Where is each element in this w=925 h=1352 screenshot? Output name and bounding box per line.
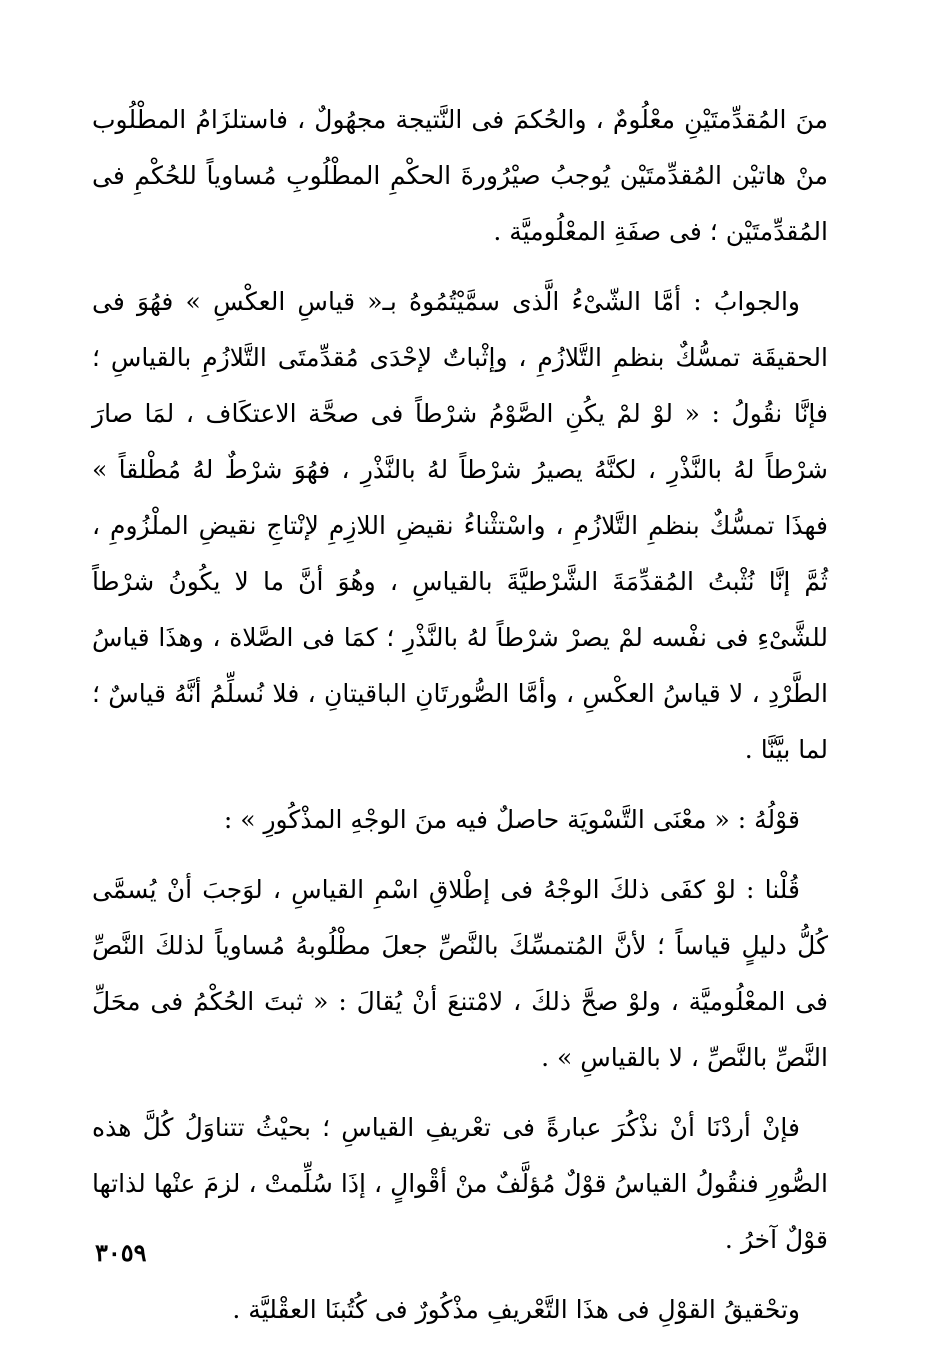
paragraph-closing: وتحْقيقُ القوْلِ فى هذَا التَّعْريفِ مذْكُورٌ فى كُتُبنَا العقْليَّة .: [232, 1295, 800, 1324]
body-text: [92, 92, 828, 1352]
paragraph-definition: فإنْ أردْنَا أنْ نذْكُرَ عبارةً فى تعْريفِ القياسِ ؛ بحيْثُ تتناوَلُ كُلَّ هذه الصُّورِ فنقُولُ القياسُ قوْلٌ مُؤلَّفٌ منْ أقْوالٍ ، إذَا سُلِّمتْ ، لزمَ عنْها لذاتها قوْلٌ آخرُ .: [92, 1113, 828, 1254]
paragraph-reply: قُلْنا : لوْ كفَى ذلكَ الوجْهُ فى إطْلاقِ اسْمِ القياسِ ، لوَجبَ أنْ يُسمَّى كُلُّ دليلٍ قياساً ؛ لأنَّ المُتمسِّكَ بالنَّصِّ جعلَ مطْلُوبهُ مُساوياً لذلكَ النَّصِّ فى المعْلُوميَّة ، ولوْ صحَّ ذلكَ ، لامْتنعَ أنْ يُقالَ : « ثبتَ الحُكْمُ فى محَلِّ النَّصِّ بالنَّصِّ ، لا بالقياسِ » .: [92, 875, 828, 1072]
paragraph-quote: قوْلُهُ : « معْنَى التَّسْويَة حاصلٌ فيه منَ الوجْهِ المذْكُورِ » :: [223, 805, 800, 834]
paragraph-answer: والجوابُ : أمَّا الشّىْءُ الَّذى سمَّيْتُمُوهُ بـ« قياسِ العكْسِ » فهُوَ فى الحقيقَة تمسُّكٌ بنظمِ التَّلازُمِ ، وإثْباتٌ لإحْدَى مُقدِّمتَى التَّلازُمِ بالقياسِ ؛ فإنَّا نقُولُ : « لوْ لمْ يكُنِ الصَّوْمُ شرْطاً فى صحَّة الاعتكَاف ، لمَا صارَ شرْطاً لهُ بالنَّذْرِ ، لكنَّهُ يصيرُ شرْطاً لهُ بالنَّذْرِ ، فهُوَ شرْطٌ لهُ مُطْلقاً » فهذَا تمسُّكٌ بنظمِ التَّلازُمِ ، واسْتثْناءُ نقيضِ اللازِمِ لإنْتاجِ نقيضِ الملْزُومِ ، ثُمَّ إنَّا نُثْبتُ المُقدِّمَةَ الشَّرْطيَّةَ بالقياسِ ، وهُوَ أنَّ ما لا يكُونُ شرْطاً للشَّىْءِ فى نفْسه لمْ يصرْ شرْطاً لهُ بالنَّذْرِ ؛ كمَا فى الصَّلاة ، وهذَا قياسُ الطَّرْدِ ، لا قياسُ العكْسِ ، وأمَّا الصُّورتَانِ الباقيتانِ ، فلا نُسلِّمُ أنَّهُ قياسٌ ؛ لما بيَّنَّا .: [92, 287, 828, 764]
paragraph-continuation: منَ المُقدِّمتَيْنِ معْلُومٌ ، والحُكمَ فى النَّتيجة مجهُولٌ ، فاستلزَامُ المطْلُوب منْ هاتيْن المُقدِّمتَيْن يُوجبُ صيْرُورةَ الحكْمِ المطْلُوبِ مُساوياً للحُكْمِ فى المُقدِّمتَيْن ؛ فى صفَةِ المعْلُوميَّة .: [92, 105, 828, 246]
page-number: ٣٠٥٩: [95, 1238, 147, 1267]
